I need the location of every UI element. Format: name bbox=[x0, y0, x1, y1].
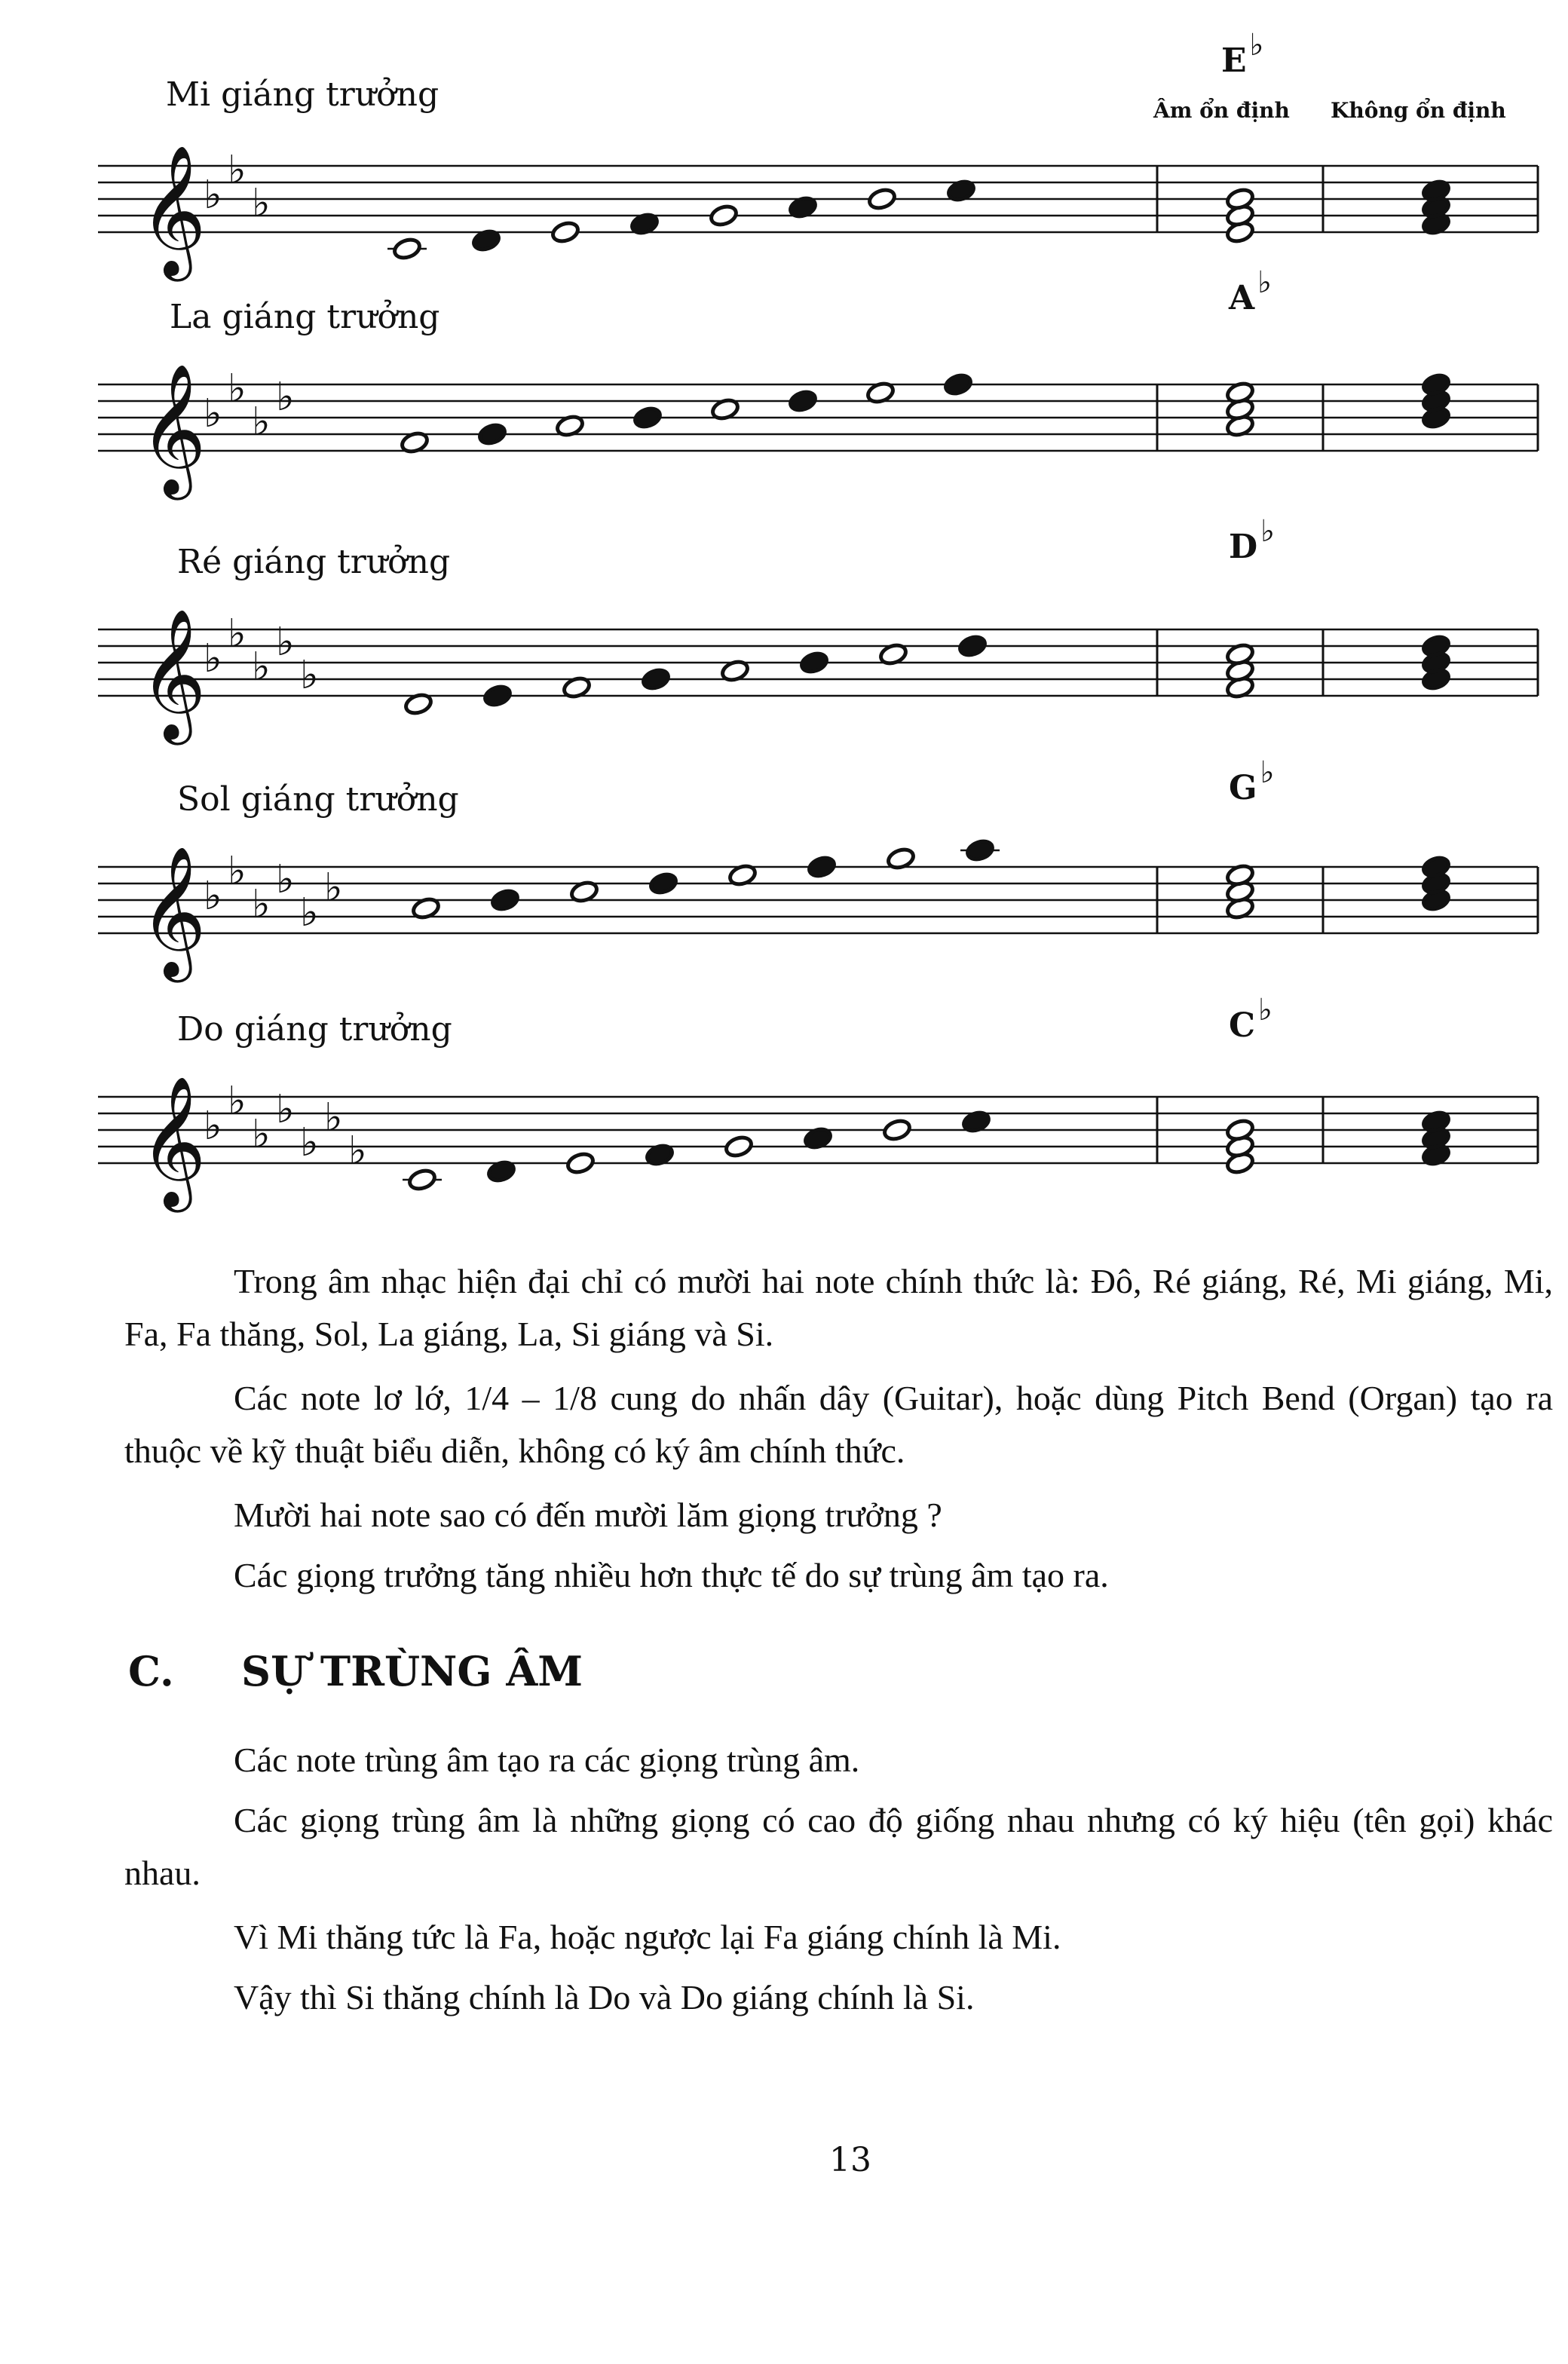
scale-title: Do giáng trưởng bbox=[177, 1010, 452, 1049]
flat-icon: ♭ bbox=[228, 611, 247, 657]
flat-icon: ♭ bbox=[204, 1104, 222, 1149]
key-letter: C bbox=[1229, 1006, 1256, 1045]
scale-note bbox=[407, 1168, 436, 1192]
paragraph: Các note lơ lớ, 1/4 – 1/8 cung do nhấn dây (Guitar), hoặc dùng Pitch Bend (Organ) tạo ra thuộc về kỹ thuật biểu diễn, không có ký âm chính thức. bbox=[124, 1379, 1553, 1470]
flat-icon: ♭ bbox=[228, 849, 247, 894]
key-letter: D bbox=[1229, 528, 1258, 566]
flat-icon: ♭ bbox=[324, 1095, 343, 1141]
scale-title: La giáng trưởng bbox=[170, 298, 440, 336]
flat-icon: ♭ bbox=[252, 181, 271, 226]
flat-icon: ♭ bbox=[228, 366, 247, 412]
flat-sign: ♭ bbox=[1260, 513, 1276, 549]
treble-clef-icon: 𝄞 bbox=[139, 846, 207, 977]
flat-icon: ♭ bbox=[228, 148, 247, 193]
scale-note bbox=[648, 871, 678, 896]
scale-note bbox=[632, 406, 662, 430]
flat-icon: ♭ bbox=[276, 620, 295, 665]
scale-note bbox=[550, 220, 580, 244]
staff-2 bbox=[98, 347, 1545, 498]
staff-4 bbox=[98, 829, 1545, 980]
scale-title: Ré giáng trưởng bbox=[177, 543, 451, 581]
page-number: 13 bbox=[829, 2141, 871, 2179]
scale-note bbox=[724, 1135, 753, 1159]
key-letter: G bbox=[1229, 769, 1257, 807]
flat-icon: ♭ bbox=[204, 173, 222, 218]
flat-icon: ♭ bbox=[252, 1112, 271, 1157]
key-symbol bbox=[1221, 27, 1264, 80]
scale-note bbox=[565, 1151, 595, 1175]
scale-note bbox=[965, 838, 994, 862]
flat-icon: ♭ bbox=[228, 1079, 247, 1124]
flat-icon: ♭ bbox=[252, 645, 271, 690]
key-symbol bbox=[1229, 755, 1275, 807]
flat-icon: ♭ bbox=[300, 1120, 319, 1165]
paragraph: Vì Mi thăng tức là Fa, hoặc ngược lại Fa giáng chính là Mi. bbox=[234, 1918, 1061, 1956]
treble-clef-icon: 𝄞 bbox=[139, 363, 207, 495]
paragraph: Các giọng trùng âm là những giọng có cao độ giống nhau nhưng có ký hiệu (tên gọi) khác nhau. bbox=[124, 1801, 1553, 1892]
paragraph: Vậy thì Si thăng chính là Do và Do giáng chính là Si. bbox=[234, 1978, 975, 2016]
flat-icon: ♭ bbox=[348, 1128, 367, 1174]
staff-5 bbox=[98, 1059, 1545, 1210]
key-symbol bbox=[1229, 513, 1276, 566]
scale-note bbox=[867, 187, 896, 211]
scale-note bbox=[943, 372, 972, 397]
scale-note bbox=[788, 389, 817, 413]
scale-note bbox=[490, 888, 519, 912]
staff-3 bbox=[98, 592, 1545, 743]
section-letter: C. bbox=[128, 1647, 174, 1695]
flat-icon: ♭ bbox=[204, 636, 222, 681]
flat-icon: ♭ bbox=[276, 1087, 295, 1132]
flat-sign: ♭ bbox=[1260, 755, 1275, 790]
flat-icon: ♭ bbox=[324, 865, 343, 911]
paragraph: Trong âm nhạc hiện đại chỉ có mười hai note chính thức là: Đô, Ré giáng, Ré, Mi giáng, Mi, Fa, Fa thăng, Sol, La giáng, La, Si giáng và Si. bbox=[124, 1262, 1553, 1353]
treble-clef-icon: 𝄞 bbox=[139, 1076, 207, 1207]
flat-sign: ♭ bbox=[1258, 992, 1272, 1027]
flat-icon: ♭ bbox=[204, 874, 222, 919]
flat-icon: ♭ bbox=[204, 391, 222, 436]
unstable-chord-header: Không ổn định bbox=[1331, 98, 1506, 123]
scale-title: Sol giáng trưởng bbox=[177, 780, 459, 819]
paragraph: Các giọng trưởng tăng nhiều hơn thực tế do sự trùng âm tạo ra. bbox=[234, 1556, 1109, 1594]
scale-title: Mi giáng trưởng bbox=[166, 75, 439, 114]
scale-note bbox=[482, 684, 512, 708]
paragraph: Các note trùng âm tạo ra các giọng trùng âm. bbox=[234, 1741, 860, 1779]
staff-1 bbox=[98, 128, 1545, 279]
scale-note bbox=[477, 422, 507, 446]
treble-clef-icon: 𝄞 bbox=[139, 145, 207, 276]
scale-note bbox=[957, 634, 987, 658]
key-symbol bbox=[1229, 265, 1272, 317]
key-letter: A bbox=[1229, 279, 1255, 317]
scale-note bbox=[807, 855, 836, 879]
key-letter: E bbox=[1221, 41, 1247, 80]
flat-icon: ♭ bbox=[276, 857, 295, 902]
flat-sign: ♭ bbox=[1249, 27, 1264, 63]
paragraph: Mười hai note sao có đến mười lăm giọng trưởng ? bbox=[234, 1496, 942, 1534]
stable-chord-header: Âm ổn định bbox=[1153, 98, 1290, 123]
scale-note bbox=[709, 204, 738, 228]
treble-clef-icon: 𝄞 bbox=[139, 608, 207, 740]
flat-icon: ♭ bbox=[300, 653, 319, 698]
flat-icon: ♭ bbox=[276, 375, 295, 420]
scale-note bbox=[799, 651, 828, 675]
flat-icon: ♭ bbox=[252, 882, 271, 927]
section-title: SỰ TRÙNG ÂM bbox=[241, 1647, 583, 1695]
key-symbol bbox=[1229, 992, 1272, 1045]
flat-icon: ♭ bbox=[252, 400, 271, 445]
flat-sign: ♭ bbox=[1257, 265, 1272, 300]
scale-note bbox=[641, 667, 670, 691]
scale-note bbox=[882, 1118, 911, 1142]
flat-icon: ♭ bbox=[300, 890, 319, 935]
scale-note bbox=[392, 237, 421, 261]
